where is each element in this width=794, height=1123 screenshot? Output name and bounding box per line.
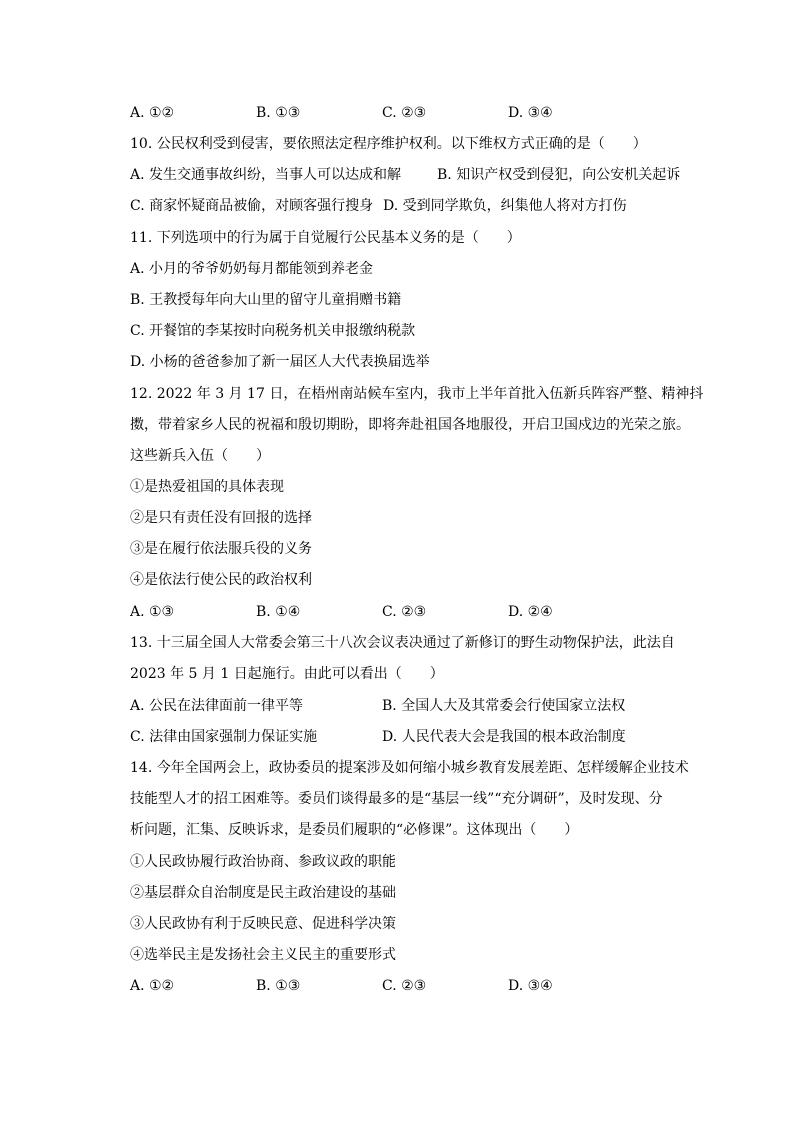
q14-stem-line-1: 14. 今年全国两会上，政协委员的提案涉及如何缩小城乡教育发展差距、怎样缓解企业技术 bbox=[130, 760, 689, 776]
q12-statement-1: ①是热爱祖国的具体表现 bbox=[130, 479, 284, 495]
q12-option-c: C. ②③ bbox=[382, 604, 427, 620]
q14-statement-3: ③人民政协有利于反映民意、促进科学决策 bbox=[130, 916, 396, 932]
q9-option-c: C. ②③ bbox=[382, 105, 427, 121]
q9-option-b: B. ①③ bbox=[256, 105, 301, 121]
q9-option-a: A. ①② bbox=[130, 105, 175, 121]
q10-stem: 10. 公民权利受到侵害，要依照法定程序维护权利。以下维权方式正确的是（ ） bbox=[130, 136, 647, 152]
q12-stem-line-2: 擞，带着家乡人民的祝福和殷切期盼，即将奔赴祖国各地服役，开启卫国戍边的光荣之旅。 bbox=[130, 417, 690, 433]
q12-option-b: B. ①④ bbox=[256, 604, 301, 620]
q11-option-c: C. 开餐馆的李某按时向税务机关申报缴纳税款 bbox=[130, 323, 416, 339]
q12-option-d: D. ②④ bbox=[508, 604, 553, 620]
q14-option-d: D. ③④ bbox=[508, 978, 553, 994]
q10-option-a: A. 发生交通事故纠纷，当事人可以达成和解 bbox=[130, 167, 402, 183]
q13-option-a: A. 公民在法律面前一律平等 bbox=[130, 698, 304, 714]
q14-option-b: B. ①③ bbox=[256, 978, 301, 994]
q14-statement-2: ②基层群众自治制度是民主政治建设的基础 bbox=[130, 885, 396, 901]
q14-statement-4: ④选举民主是发扬社会主义民主的重要形式 bbox=[130, 947, 396, 963]
q12-stem-line-3: 这些新兵入伍（ ） bbox=[130, 448, 270, 464]
q10-option-b: B. 知识产权受到侵犯，向公安机关起诉 bbox=[437, 167, 681, 183]
q12-statement-3: ③是在履行依法服兵役的义务 bbox=[130, 541, 312, 557]
q11-stem: 11. 下列选项中的行为属于自觉履行公民基本义务的是（ ） bbox=[130, 230, 521, 246]
q13-stem-line-1: 13. 十三届全国人大常委会第三十八次会议表决通过了新修订的野生动物保护法，此法自 bbox=[130, 635, 675, 651]
q11-option-a: A. 小月的爷爷奶奶每月都能领到养老金 bbox=[130, 261, 374, 277]
q13-option-d: D. 人民代表大会是我国的根本政治制度 bbox=[382, 729, 626, 745]
q12-option-a: A. ①③ bbox=[130, 604, 175, 620]
q12-stem-line-1: 12. 2022 年 3 月 17 日，在梧州南站候车室内，我市上半年首批入伍新兵阵容严整、精神抖 bbox=[130, 386, 704, 402]
q12-statement-2: ②是只有责任没有回报的选择 bbox=[130, 510, 312, 526]
q14-stem-line-2: 技能型人才的招工困难等。委员们谈得最多的是“基层一线”“充分调研”，及时发现、分 bbox=[130, 791, 663, 807]
q14-option-a: A. ①② bbox=[130, 978, 175, 994]
q13-option-c: C. 法律由国家强制力保证实施 bbox=[130, 729, 318, 745]
q12-statement-4: ④是依法行使公民的政治权利 bbox=[130, 572, 312, 588]
q10-option-c: C. 商家怀疑商品被偷，对顾客强行搜身 bbox=[130, 198, 374, 214]
q13-option-b: B. 全国人大及其常委会行使国家立法权 bbox=[382, 698, 626, 714]
q11-option-b: B. 王教授每年向大山里的留守儿童捐赠书籍 bbox=[130, 292, 402, 308]
q14-option-c: C. ②③ bbox=[382, 978, 427, 994]
q13-stem-line-2: 2023 年 5 月 1 日起施行。由此可以看出（ ） bbox=[130, 666, 444, 682]
q11-option-d: D. 小杨的爸爸参加了新一届区人大代表换届选举 bbox=[130, 354, 430, 370]
q10-option-d: D. 受到同学欺负，纠集他人将对方打伤 bbox=[383, 198, 627, 214]
q9-option-d: D. ③④ bbox=[508, 105, 553, 121]
q14-stem-line-3: 析问题，汇集、反映诉求，是委员们履职的“必修课”。这体现出（ ） bbox=[130, 822, 579, 838]
q14-statement-1: ①人民政协履行政治协商、参政议政的职能 bbox=[130, 854, 396, 870]
